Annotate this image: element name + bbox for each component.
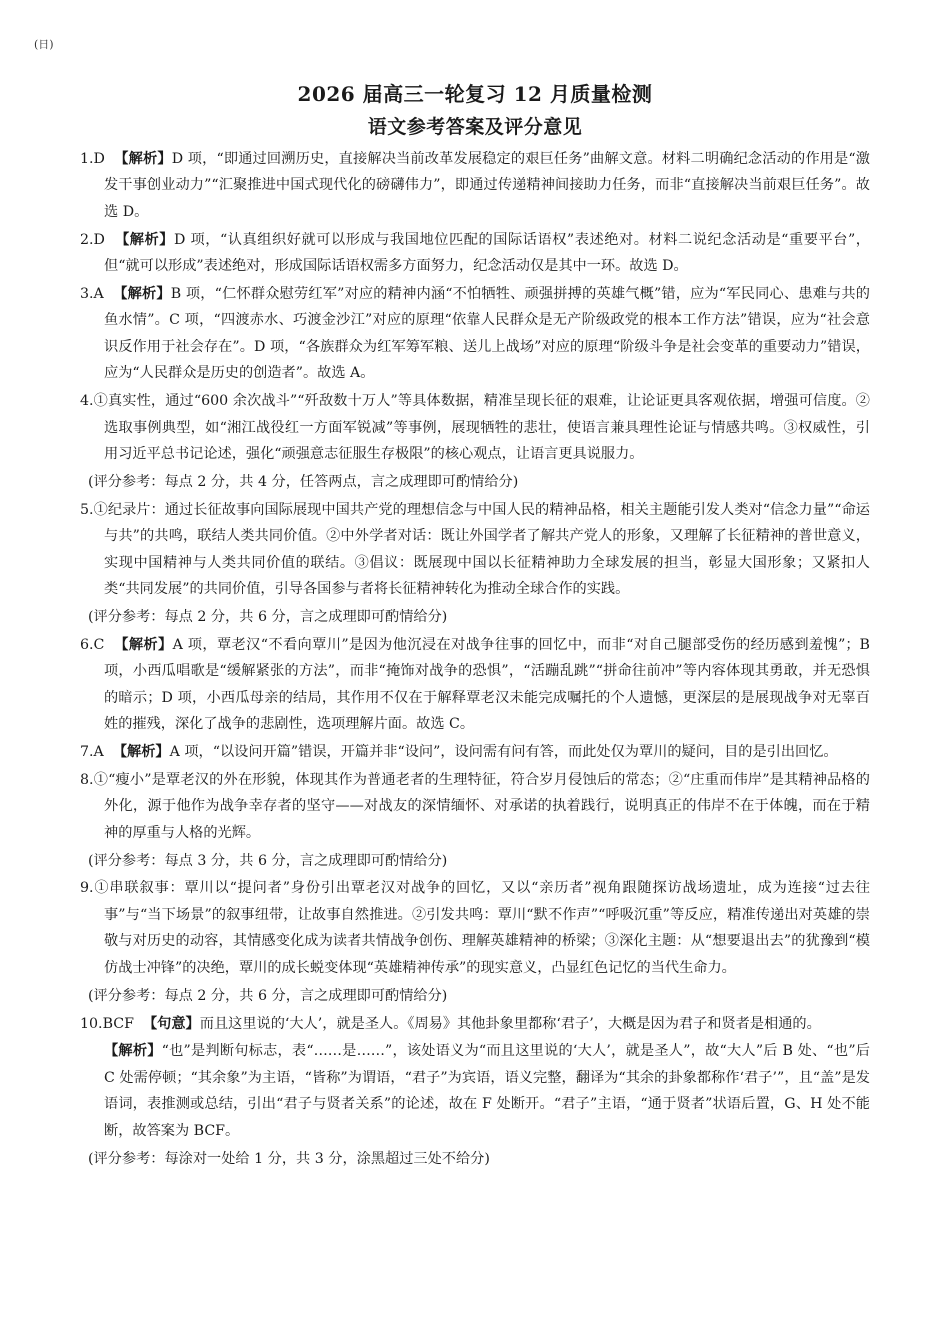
answer-text: ①“瘦小”是覃老汉的外在形貌，体现其作为普通老者的生理特征，符合岁月侵蚀后的常态；②“庄重而伟岸”是其精神品格的外化，源于他作为战争幸存者的坚守——对战友的深情缅怀、对承诺的执着践行，说明真正的伟岸不在于体魄，而在于精神的厚重与人格的光辉。 [93, 771, 870, 841]
scoring-note: (评分参考：每点 2 分，共 4 分，任答两点，言之成理即可酌情给分) [88, 473, 519, 490]
answer-item-4 [80, 388, 870, 467]
answer-text: D 项，“即通过回溯历史，直接解决当前改革发展稳定的艰巨任务”曲解文意。材料二明确纪念活动的作用是“激发干事创业动力”“汇聚推进中国式现代化的磅礴伟力”，即通过传递精神间接助力任务，而非“直接解决当前艰巨任务”。故选 D。 [104, 151, 870, 220]
answer-text: ①串联叙事：覃川以“提问者”身份引出覃老汉对战争的回忆，又以“亲历者”视角跟随探访战场遗址，成为连接“过去往事”与“当下场景”的叙事纽带，让故事自然推进。②引发共鸣：覃川“默不作声”“呼吸沉重”等反应，精准传递出对英雄的崇敬与对历史的动容，其情感变化成为读者共情战争创伤、理解英雄精神的桥梁；③深化主题：从“想要退出去”的犹豫到“模仿战士冲锋”的决绝，覃川的成长蜕变体现“英雄精神传承”的现实意义，凸显红色记忆的当代生命力。 [93, 880, 870, 976]
answer-item-8 [80, 767, 870, 846]
answer-number: 3.A [80, 286, 104, 303]
analysis-tag: 【解析】 [115, 231, 175, 248]
answer-item-2 [80, 227, 870, 280]
scoring-note: (评分参考：每涂对一处给 1 分，共 3 分，涂黑超过三处不给分) [88, 1150, 490, 1167]
answer-number: 7.A [80, 743, 104, 760]
analysis-tag: 【解析】 [114, 151, 172, 167]
meaning-tag: 【句意】 [142, 1015, 200, 1032]
analysis-paragraph [80, 1038, 870, 1144]
analysis-tag: 【解析】 [113, 286, 171, 303]
scoring-note: (评分参考：每点 2 分，共 6 分，言之成理即可酌情给分) [88, 987, 448, 1004]
answer-number: 1.D [80, 151, 105, 167]
scoring-note: (评分参考：每点 3 分，共 6 分，言之成理即可酌情给分) [88, 852, 448, 869]
answer-item-7 [80, 739, 870, 765]
answer-number: 10.BCF [80, 1015, 134, 1032]
page-title: 2026 届高三一轮复习 12 月质量检测 [297, 82, 653, 106]
answer-item-10 [80, 1011, 870, 1037]
answer-text: 而且这里说的‘大人’，就是圣人。《周易》其他卦象里都称‘君子’，大概是因为君子和贤者是相通的。 [199, 1015, 821, 1032]
page-subtitle: 语文参考答案及评分意见 [367, 116, 583, 138]
answer-number: 2.D [80, 231, 105, 248]
analysis-tag: 【解析】 [114, 636, 173, 653]
answer-item-6 [80, 632, 870, 738]
answer-number: 9. [80, 880, 94, 897]
answer-item-1 [80, 146, 870, 225]
answer-text: ①真实性，通过“600 余次战斗”“歼敌数十万人”等具体数据，精准呈现长征的艰难，让论证更具客观依据，增强可信度。②选取事例典型，如“湘江战役红一方面军锐减”等事例，展现牺牲的悲壮，使语言兼具理性论证与情感共鸣。③权威性，引用习近平总书记论述，强化“顽强意志征服生存极限”的核心观点，让语言更具说服力。 [93, 393, 870, 462]
answer-list [80, 146, 870, 1173]
corner-mark: (日) [34, 38, 54, 51]
answer-text: D 项，“认真组织好就可以形成与我国地位匹配的国际话语权”表述绝对。材料二说纪念活动是“重要平台”，但“就可以形成”表述绝对，形成国际话语权需多方面努力，纪念活动仅是其中一环。故选 D。 [104, 231, 870, 275]
answer-number: 4. [80, 393, 94, 410]
analysis-tag: 【解析】 [104, 1043, 162, 1060]
analysis-tag: 【解析】 [112, 743, 170, 760]
answer-text: B 项，“仁怀群众慰劳红军”对应的精神内涵“不怕牺牲、顽强拼搏的英雄气概”错，应为“军民同心、患难与共的鱼水情”。C 项，“四渡赤水、巧渡金沙江”对应的原理“依靠人民群众是无产阶级政党的根本工作方法”错误，应为“社会意识反作用于社会存在”。D 项，“各族群众为红军筹军粮、送儿上战场”对应的原理“阶级斗争是社会变革的重要动力”错误，应为“人民群众是历史的创造者”。故选 A。 [104, 286, 870, 382]
answer-item-9 [80, 875, 870, 981]
answer-text: A 项，覃老汉“不看向覃川”是因为他沉浸在对战争往事的回忆中，而非“对自己腿部受伤的经历感到羞愧”；B 项，小西瓜唱歌是“缓解紧张的方法”，而非“掩饰对战争的恐惧”，“活蹦乱跳”“拼命往前冲”等内容体现其勇敢，并无恐惧的暗示；D 项，小西瓜母亲的结局，其作用不仅在于解释覃老汉未能完成嘱托的个人遗憾，更深层的是展现战争对无辜百姓的摧残，深化了战争的悲剧性，选项理解片面。故选 C。 [104, 636, 870, 733]
analysis-text: “也”是判断句标志，表“……是……”，该处语义为“而且这里说的‘大人’，就是圣人”，故“大人”后 B 处、“也”后 C 处需停顿；“其余象”为主语，“皆称”为谓语，“君子”为宾语，语义完整，翻译为“其余的卦象都称作‘君子’”，且“盖”是发语词，表推测或总结，引出“君子与贤者关系”的论述，故在 F 处断开。“君子”主语，“通于贤者”状语后置，G、H 处不能断，故答案为 BCF。 [104, 1043, 870, 1139]
answer-number: 5. [80, 501, 94, 518]
answer-item-5 [80, 497, 870, 603]
answer-item-3 [80, 281, 870, 387]
scoring-note: (评分参考：每点 2 分，共 6 分，言之成理即可酌情给分) [88, 608, 448, 625]
answer-text: ①纪录片：通过长征故事向国际展现中国共产党的理想信念与中国人民的精神品格，相关主题能引发人类对“信念力量”“命运与共”的共鸣，联结人类共同价值。②中外学者对话：既让外国学者了解共产党人的形象，又理解了长征精神的普世意义，实现中国精神与人类共同价值的联结。③倡议：既展现中国以长征精神助力全球发展的担当，彰显大国形象；又紧扣人类“共同发展”的共同价值，引导各国参与者将长征精神转化为推动全球合作的实践。 [93, 501, 870, 597]
answer-text: A 项，“以设问开篇”错误，开篇并非“设问”，设问需有问有答，而此处仅为覃川的疑问，目的是引出回忆。 [169, 743, 838, 760]
answer-number: 8. [80, 771, 94, 788]
answer-number: 6.C [80, 636, 105, 653]
